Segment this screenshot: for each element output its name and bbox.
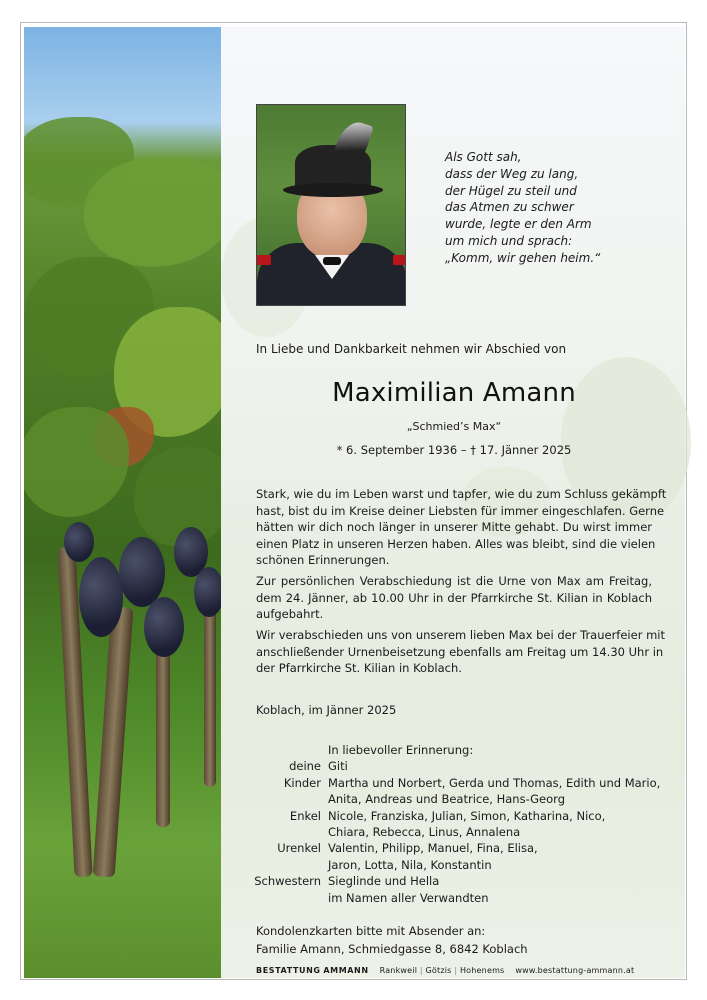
mourner-names: Giti <box>328 759 348 774</box>
place-date: Koblach, im Jänner 2025 <box>256 703 397 717</box>
condolence-line: Kondolenzkarten bitte mit Absender an: <box>256 924 486 938</box>
text-line: schönen Erinnerungen. <box>256 553 390 567</box>
text-line: hast, bist du im Kreise deiner Liebsten für immer eingeschlafen. Gerne <box>256 503 665 518</box>
location: Hohenems <box>459 966 505 975</box>
deceased-name: Maximilian Amann <box>332 378 576 408</box>
quote-line: um mich und sprach: <box>445 233 573 248</box>
mourner-names: Anita, Andreas und Beatrice, Hans-Georg <box>328 792 565 807</box>
text-line: aufgebahrt. <box>256 607 324 621</box>
quote-line: dass der Weg zu lang, <box>445 166 579 181</box>
paragraph-3 <box>256 627 665 677</box>
mourners-heading: In liebevoller Erinnerung: <box>328 743 474 757</box>
quote-line: der Hügel zu steil und <box>445 183 577 198</box>
brand-name: AMMANN <box>323 966 369 975</box>
mourner-names: Chiara, Rebecca, Linus, Annalena <box>328 825 521 840</box>
quote-line: wurde, legte er den Arm <box>445 217 592 232</box>
mourner-names: im Namen aller Verwandten <box>328 890 489 905</box>
paragraph-2 <box>256 573 652 623</box>
deceased-nickname: „Schmied’s Max“ <box>406 420 502 433</box>
relation-label <box>240 890 328 906</box>
mourner-names: Jaron, Lotta, Nila, Konstantin <box>328 857 492 872</box>
paragraph-1 <box>256 486 667 569</box>
text-line: der Pfarrkirche St. Kilian in Koblach. <box>256 661 462 675</box>
text-line: anschließender Urnenbeisetzung ebenfalls am Freitag um 14.30 Uhr in <box>256 644 664 659</box>
website-link[interactable]: www.bestattung-ammann.at <box>515 966 635 975</box>
text-line: Wir verabschieden uns von unserem lieben Max bei der Trauerfeier mit <box>256 628 665 642</box>
portrait-photo <box>256 104 406 306</box>
quote-line: das Atmen zu schwer <box>445 200 574 215</box>
text-line: hätten wir dich noch länger in unserer Mitte gehabt. Du wirst immer <box>256 520 652 534</box>
mourner-names: Sieglinde und Hella <box>328 874 440 889</box>
relation-label: deine <box>289 759 321 774</box>
text-line: Stark, wie du im Leben warst und tapfer, wie du zum Schluss gekämpft <box>256 487 667 501</box>
condolence-address <box>256 922 528 958</box>
quote-line: „Komm, wir gehen heim.“ <box>445 250 601 265</box>
mourner-names: Valentin, Philipp, Manuel, Fina, Elisa, <box>328 841 538 856</box>
life-dates: * 6. September 1936 – † 17. Jänner 2025 <box>336 443 572 457</box>
funeral-home-footer: BESTATTUNG AMMANN Rankweil | Götzis | Hohenems www.bestattung-ammann.at <box>256 966 635 975</box>
mourners-list <box>240 742 680 906</box>
mourner-names: Martha und Norbert, Gerda und Thomas, Edith und Mario, <box>328 775 661 790</box>
vineyard-image <box>24 27 221 978</box>
relation-label: Enkel <box>289 808 321 823</box>
brand-name: BESTATTUNG <box>256 966 321 975</box>
location: Rankweil <box>379 966 418 975</box>
intro-text: In Liebe und Dankbarkeit nehmen wir Abschied von <box>256 342 567 356</box>
text-line: Zur persönlichen Verabschiedung ist die Urne von Max am Freitag, <box>256 574 652 588</box>
relation-label: Kinder <box>283 775 321 790</box>
location: Götzis <box>425 966 452 975</box>
text-line: einen Platz in unseren Herzen haben. Alles was bleibt, sind die vielen <box>256 536 656 551</box>
quote-line: Als Gott sah, <box>445 150 522 164</box>
relation-label: Urenkel <box>277 841 321 856</box>
poem-quote <box>445 149 645 267</box>
condolence-line: Familie Amann, Schmiedgasse 8, 6842 Koblach <box>256 942 528 956</box>
mourner-names: Nicole, Franziska, Julian, Simon, Katharina, Nico, <box>328 808 606 823</box>
text-line: dem 24. Jänner, ab 10.00 Uhr in der Pfarrkirche St. Kilian in Koblach <box>256 590 652 605</box>
relation-label: Schwestern <box>254 874 321 889</box>
